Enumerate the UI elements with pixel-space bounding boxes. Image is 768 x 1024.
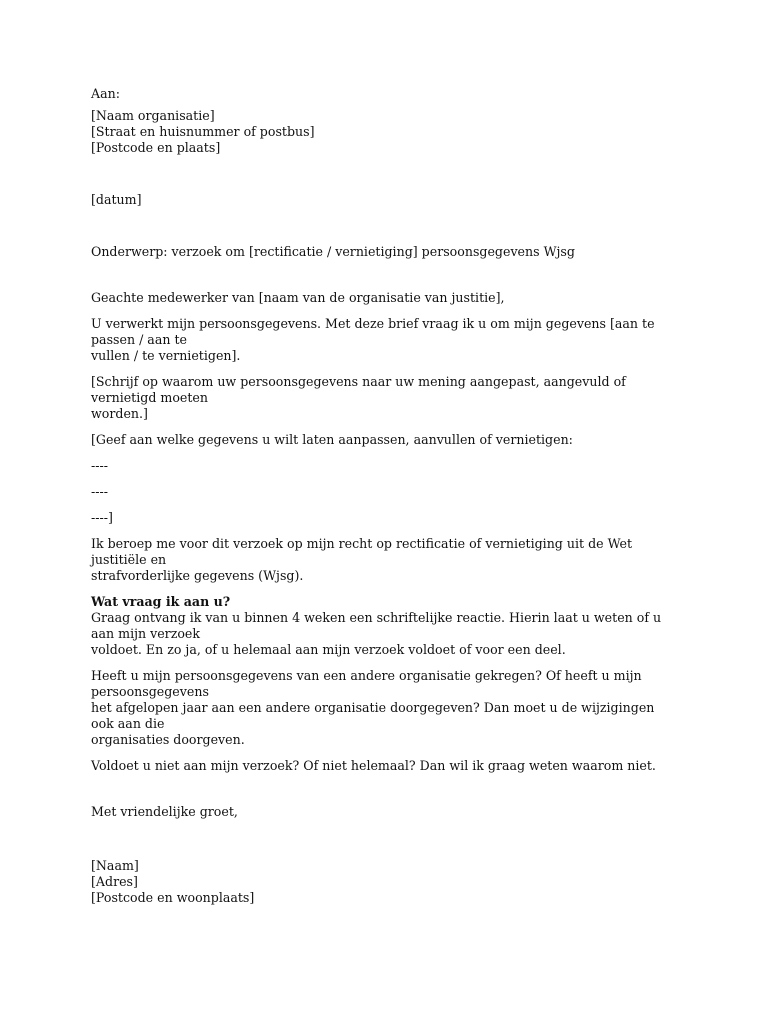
question-heading: Wat vraag ik aan u? xyxy=(91,594,231,609)
sender-postcode-city: [Postcode en woonplaats] xyxy=(91,890,255,905)
letter-date: [datum] xyxy=(91,192,142,207)
question-line: Graag ontvang ik van u binnen 4 weken een schriftelijke reactie. Hierin laat u weten of u aan mijn verzoek xyxy=(91,610,666,641)
data-request-intro: [Geef aan welke gegevens u wilt laten aanpassen, aanvullen of vernietigen: xyxy=(91,432,573,447)
intro-paragraph xyxy=(91,316,681,364)
forwarding-line: het afgelopen jaar aan een andere organisatie doorgegeven? Dan moet u de wijzigingen ook aan die xyxy=(91,700,659,731)
recipient-label: Aan: xyxy=(91,86,120,101)
intro-line: vullen / te vernietigen]. xyxy=(91,348,241,363)
question-paragraph xyxy=(91,594,681,658)
data-request-item: ----] xyxy=(91,510,113,525)
forwarding-paragraph xyxy=(91,668,681,748)
forwarding-line: Heeft u mijn persoonsgegevens van een andere organisatie gekregen? Of heeft u mijn persoonsgegevens xyxy=(91,668,646,699)
intro-line: U verwerkt mijn persoonsgegevens. Met deze brief vraag ik u om mijn gegevens [aan te passen / aan te xyxy=(91,316,659,347)
recipient-postcode-city: [Postcode en plaats] xyxy=(91,140,221,155)
reason-paragraph xyxy=(91,374,681,422)
question-line: voldoet. En zo ja, of u helemaal aan mijn verzoek voldoet of voor een deel. xyxy=(91,642,566,657)
legal-basis-line: strafvorderlijke gegevens (Wjsg). xyxy=(91,568,304,583)
refusal-paragraph: Voldoet u niet aan mijn verzoek? Of niet helemaal? Dan wil ik graag weten waarom niet. xyxy=(91,758,656,773)
recipient-street: [Straat en huisnummer of postbus] xyxy=(91,124,315,139)
letter-closing: Met vriendelijke groet, xyxy=(91,804,238,819)
data-request-item: ---- xyxy=(91,458,109,473)
recipient-block xyxy=(91,86,681,156)
forwarding-line: organisaties doorgeven. xyxy=(91,732,245,747)
sender-name: [Naam] xyxy=(91,858,139,873)
legal-basis-line: Ik beroep me voor dit verzoek op mijn recht op rectificatie of vernietiging uit de Wet justitiële en xyxy=(91,536,637,567)
letter-subject: Onderwerp: verzoek om [rectificatie / vernietiging] persoonsgegevens Wjsg xyxy=(91,244,575,259)
data-request-list xyxy=(91,432,681,526)
sender-block xyxy=(91,858,681,906)
legal-basis-paragraph xyxy=(91,536,681,584)
letter-salutation: Geachte medewerker van [naam van de organisatie van justitie], xyxy=(91,290,505,305)
data-request-item: ---- xyxy=(91,484,109,499)
reason-line: [Schrijf op waarom uw persoonsgegevens naar uw mening aangepast, aangevuld of vernietigd moeten xyxy=(91,374,630,405)
recipient-org-name: [Naam organisatie] xyxy=(91,108,215,123)
reason-line: worden.] xyxy=(91,406,148,421)
letter-page xyxy=(91,86,681,906)
sender-address: [Adres] xyxy=(91,874,138,889)
